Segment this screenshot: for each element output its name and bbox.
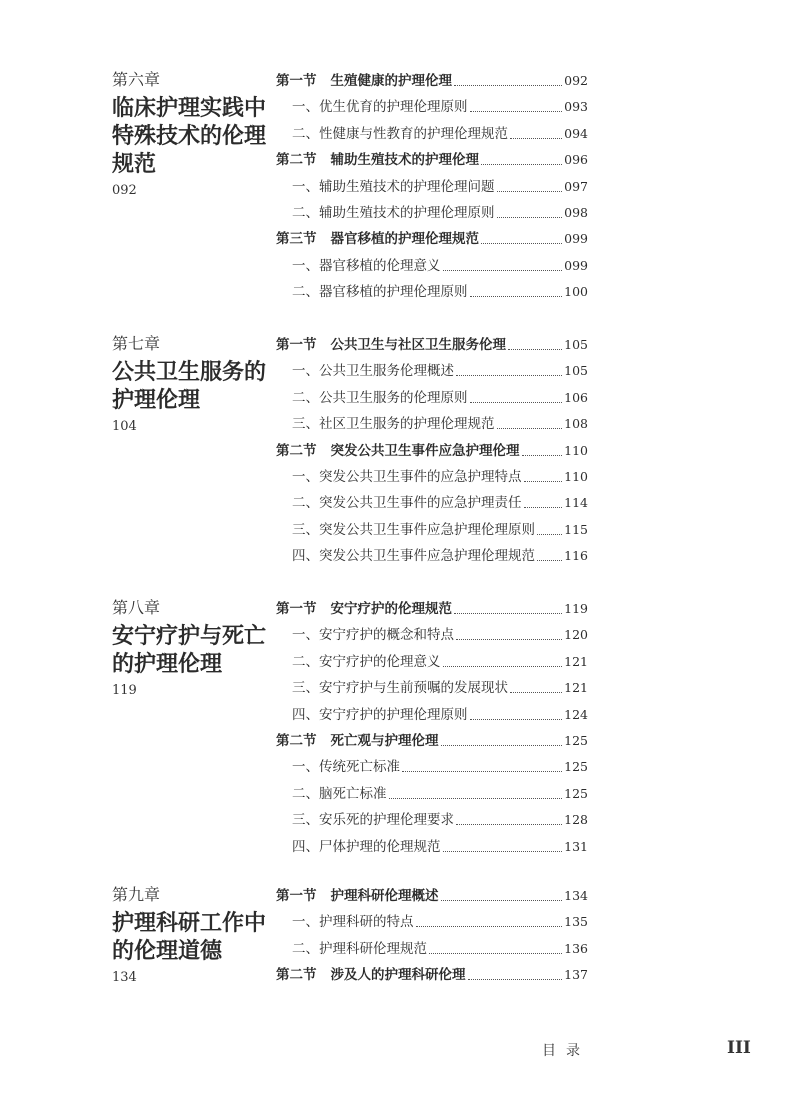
entry-page-number: 128 xyxy=(564,812,588,828)
entry-page-number: 099 xyxy=(564,257,588,273)
toc-section-entry[interactable] xyxy=(276,885,588,905)
chapter-title-line: 临床护理实践中 xyxy=(112,95,267,121)
section-number: 第二节 xyxy=(276,733,317,749)
section-title: 死亡观与护理伦理 xyxy=(330,733,439,749)
dot-leader xyxy=(537,533,562,535)
chapter-title xyxy=(112,358,272,414)
chapter-title-line: 护理伦理 xyxy=(112,387,201,413)
entry-page-number: 096 xyxy=(564,152,588,168)
chapter-title-line: 公共卫生服务的 xyxy=(112,359,267,385)
entry-label: 四、尸体护理的伦理规范 xyxy=(292,838,441,855)
section-title: 公共卫生与社区卫生服务伦理 xyxy=(330,337,506,353)
chapter-title-line: 安宁疗护与死亡 xyxy=(112,623,267,649)
entry-page-number: 093 xyxy=(564,99,588,115)
entry-page-number: 108 xyxy=(564,416,588,432)
dot-leader xyxy=(497,190,563,192)
dot-leader xyxy=(497,427,563,429)
toc-section-entry[interactable] xyxy=(276,228,588,248)
entry-label xyxy=(276,600,452,618)
toc-item-entry[interactable] xyxy=(292,783,588,803)
entry-page-number: 115 xyxy=(564,521,588,537)
entry-page-number: 094 xyxy=(564,125,588,141)
section-title: 突发公共卫生事件应急护理伦理 xyxy=(330,442,520,459)
entry-label xyxy=(276,230,479,248)
section-title: 涉及人的护理科研伦理 xyxy=(330,967,466,984)
entry-page-number: 098 xyxy=(564,205,588,220)
chapter-title-line: 的护理伦理 xyxy=(112,651,223,677)
entry-label: 一、传统死亡标准 xyxy=(292,759,400,776)
entry-page-number: 121 xyxy=(564,653,588,669)
entry-label: 三、安乐死的护理伦理要求 xyxy=(292,812,454,829)
entry-label xyxy=(276,887,439,905)
dot-leader xyxy=(456,823,562,825)
dot-leader xyxy=(454,84,562,86)
section-number: 第一节 xyxy=(276,601,317,617)
section-number: 第一节 xyxy=(276,73,317,89)
entry-page-number: 125 xyxy=(564,785,588,801)
entry-page-number: 137 xyxy=(564,967,588,983)
dot-leader xyxy=(389,797,563,799)
dot-leader xyxy=(454,612,562,614)
dot-leader xyxy=(508,348,562,350)
toc-item-entry[interactable] xyxy=(292,836,588,856)
chapter-heading xyxy=(112,598,272,700)
entry-label: 三、安宁疗护与生前预嘱的发展现状 xyxy=(292,680,508,697)
chapter-heading xyxy=(112,70,272,200)
dot-leader xyxy=(402,770,562,772)
section-number: 第三节 xyxy=(276,231,317,248)
entry-label: 二、安宁疗护的伦理意义 xyxy=(292,653,441,670)
dot-leader xyxy=(456,374,562,376)
chapter-title xyxy=(112,94,272,178)
toc-item-entry[interactable] xyxy=(292,938,588,958)
toc-item-entry[interactable] xyxy=(292,360,588,380)
dot-leader xyxy=(524,506,563,508)
entry-label xyxy=(276,151,479,169)
entry-label: 三、社区卫生服务的护理伦理规范 xyxy=(292,416,495,433)
dot-leader xyxy=(522,454,563,456)
entry-page-number: 106 xyxy=(564,389,588,405)
dot-leader xyxy=(537,559,562,561)
dot-leader xyxy=(441,744,563,746)
toc-section-entry[interactable] xyxy=(276,964,588,984)
toc-section-entry[interactable] xyxy=(276,730,588,750)
entry-label: 二、性健康与性教育的护理伦理规范 xyxy=(292,125,508,142)
section-title: 护理科研伦理概述 xyxy=(330,888,439,904)
entry-label: 二、辅助生殖技术的护理伦理原则 xyxy=(292,205,495,221)
toc-item-entry[interactable] xyxy=(292,704,588,724)
chapter-title-line: 护理科研工作中 xyxy=(112,910,267,936)
entry-label xyxy=(276,732,439,750)
toc-section-entry[interactable] xyxy=(276,440,588,460)
dot-leader xyxy=(456,638,562,640)
entry-label: 二、突发公共卫生事件的应急护理责任 xyxy=(292,495,522,512)
entry-label: 二、公共卫生服务的伦理原则 xyxy=(292,389,468,406)
toc-item-entry[interactable] xyxy=(292,809,588,829)
toc-item-entry[interactable] xyxy=(292,624,588,644)
entry-page-number: 125 xyxy=(564,733,588,748)
entry-page-number: 110 xyxy=(564,442,588,458)
footer-section-label: 目录 xyxy=(542,1043,590,1059)
toc-item-entry[interactable] xyxy=(292,756,588,776)
toc-item-entry[interactable] xyxy=(292,911,588,931)
toc-item-entry[interactable] xyxy=(292,123,588,143)
section-title: 安宁疗护的伦理规范 xyxy=(330,601,452,617)
toc-section-entry[interactable] xyxy=(276,598,588,618)
entry-label: 一、辅助生殖技术的护理伦理问题 xyxy=(292,178,495,195)
dot-leader xyxy=(470,110,563,112)
entry-label: 二、护理科研伦理规范 xyxy=(292,940,427,957)
entry-label: 二、器官移植的护理伦理原则 xyxy=(292,284,468,301)
entry-page-number: 116 xyxy=(564,548,588,564)
entry-label: 二、脑死亡标准 xyxy=(292,785,387,802)
toc-item-entry[interactable] xyxy=(292,466,588,486)
toc-item-entry[interactable] xyxy=(292,176,588,196)
section-title: 辅助生殖技术的护理伦理 xyxy=(330,152,479,169)
section-title: 器官移植的护理伦理规范 xyxy=(330,231,479,248)
section-number: 第二节 xyxy=(276,442,317,459)
chapter-start-page: 119 xyxy=(112,683,137,698)
dot-leader xyxy=(497,216,563,218)
toc-section-entry[interactable] xyxy=(276,149,588,169)
dot-leader xyxy=(443,269,563,271)
chapter-start-page: 134 xyxy=(112,970,137,985)
dot-leader xyxy=(429,952,562,954)
entry-page-number: 121 xyxy=(564,680,588,696)
dot-leader xyxy=(441,899,563,901)
entry-page-number: 124 xyxy=(564,706,588,722)
chapter-number: 第七章 xyxy=(112,334,161,353)
dot-leader xyxy=(481,163,562,165)
dot-leader xyxy=(470,401,563,403)
entry-page-number: 099 xyxy=(564,231,588,247)
entry-label: 一、护理科研的特点 xyxy=(292,914,414,931)
entry-page-number: 110 xyxy=(564,469,588,484)
chapter-number: 第九章 xyxy=(112,885,161,904)
toc-item-entry[interactable] xyxy=(292,677,588,697)
chapter-number: 第八章 xyxy=(112,598,161,617)
entry-page-number: 100 xyxy=(564,284,588,300)
entry-label: 三、突发公共卫生事件应急护理伦理原则 xyxy=(292,521,535,538)
entry-page-number: 131 xyxy=(564,838,588,854)
toc-item-entry[interactable] xyxy=(292,281,588,301)
entry-page-number: 136 xyxy=(564,940,588,956)
chapter-start-page: 104 xyxy=(112,419,137,434)
section-number: 第一节 xyxy=(276,337,317,353)
entry-page-number: 119 xyxy=(564,601,588,616)
chapter-number: 第六章 xyxy=(112,70,161,89)
footer-page-number: III xyxy=(727,1038,751,1058)
dot-leader xyxy=(510,691,562,693)
toc-item-entry[interactable] xyxy=(292,413,588,433)
dot-leader xyxy=(470,295,563,297)
toc-section-entry[interactable] xyxy=(276,70,588,90)
toc-item-entry[interactable] xyxy=(292,545,588,565)
entry-page-number: 105 xyxy=(564,337,588,352)
entry-label xyxy=(276,72,452,90)
toc-item-entry[interactable] xyxy=(292,651,588,671)
entry-label: 一、突发公共卫生事件的应急护理特点 xyxy=(292,469,522,485)
dot-leader xyxy=(481,242,562,244)
entry-label: 一、公共卫生服务伦理概述 xyxy=(292,363,454,380)
entry-page-number: 125 xyxy=(564,759,588,775)
toc-item-entry[interactable] xyxy=(292,492,588,512)
chapter-heading xyxy=(112,334,272,436)
toc-item-entry[interactable] xyxy=(292,96,588,116)
entry-label xyxy=(276,336,506,354)
dot-leader xyxy=(510,137,562,139)
chapter-title-line: 规范 xyxy=(112,151,157,177)
entry-label: 一、器官移植的伦理意义 xyxy=(292,257,441,274)
entry-label: 一、优生优育的护理伦理原则 xyxy=(292,99,468,116)
toc-item-entry[interactable] xyxy=(292,202,588,222)
dot-leader xyxy=(470,718,563,720)
entry-label: 四、安宁疗护的护理伦理原则 xyxy=(292,706,468,723)
dot-leader xyxy=(524,480,563,482)
dot-leader xyxy=(468,978,563,980)
chapter-title xyxy=(112,622,272,678)
entry-page-number: 092 xyxy=(564,73,588,88)
section-number: 第二节 xyxy=(276,152,317,169)
chapter-start-page: 092 xyxy=(112,183,137,198)
entry-page-number: 134 xyxy=(564,888,588,903)
toc-item-entry[interactable] xyxy=(292,255,588,275)
entry-label: 四、突发公共卫生事件应急护理伦理规范 xyxy=(292,548,535,565)
section-number: 第一节 xyxy=(276,888,317,904)
entry-page-number: 114 xyxy=(564,495,588,511)
toc-item-entry[interactable] xyxy=(292,387,588,407)
chapter-title-line: 的伦理道德 xyxy=(112,938,223,964)
chapter-heading xyxy=(112,885,272,987)
entry-page-number: 097 xyxy=(564,178,588,194)
toc-section-entry[interactable] xyxy=(276,334,588,354)
chapter-title-line: 特殊技术的伦理 xyxy=(112,123,267,149)
dot-leader xyxy=(443,665,563,667)
toc-item-entry[interactable] xyxy=(292,519,588,539)
dot-leader xyxy=(443,850,563,852)
entry-page-number: 105 xyxy=(564,363,588,379)
entry-label xyxy=(276,442,520,460)
entry-label: 一、安宁疗护的概念和特点 xyxy=(292,627,454,644)
chapter-title xyxy=(112,909,272,965)
dot-leader xyxy=(416,925,563,927)
entry-page-number: 120 xyxy=(564,627,588,643)
section-title: 生殖健康的护理伦理 xyxy=(330,73,452,89)
section-number: 第二节 xyxy=(276,967,317,984)
entry-label xyxy=(276,966,466,984)
entry-page-number: 135 xyxy=(564,914,588,930)
